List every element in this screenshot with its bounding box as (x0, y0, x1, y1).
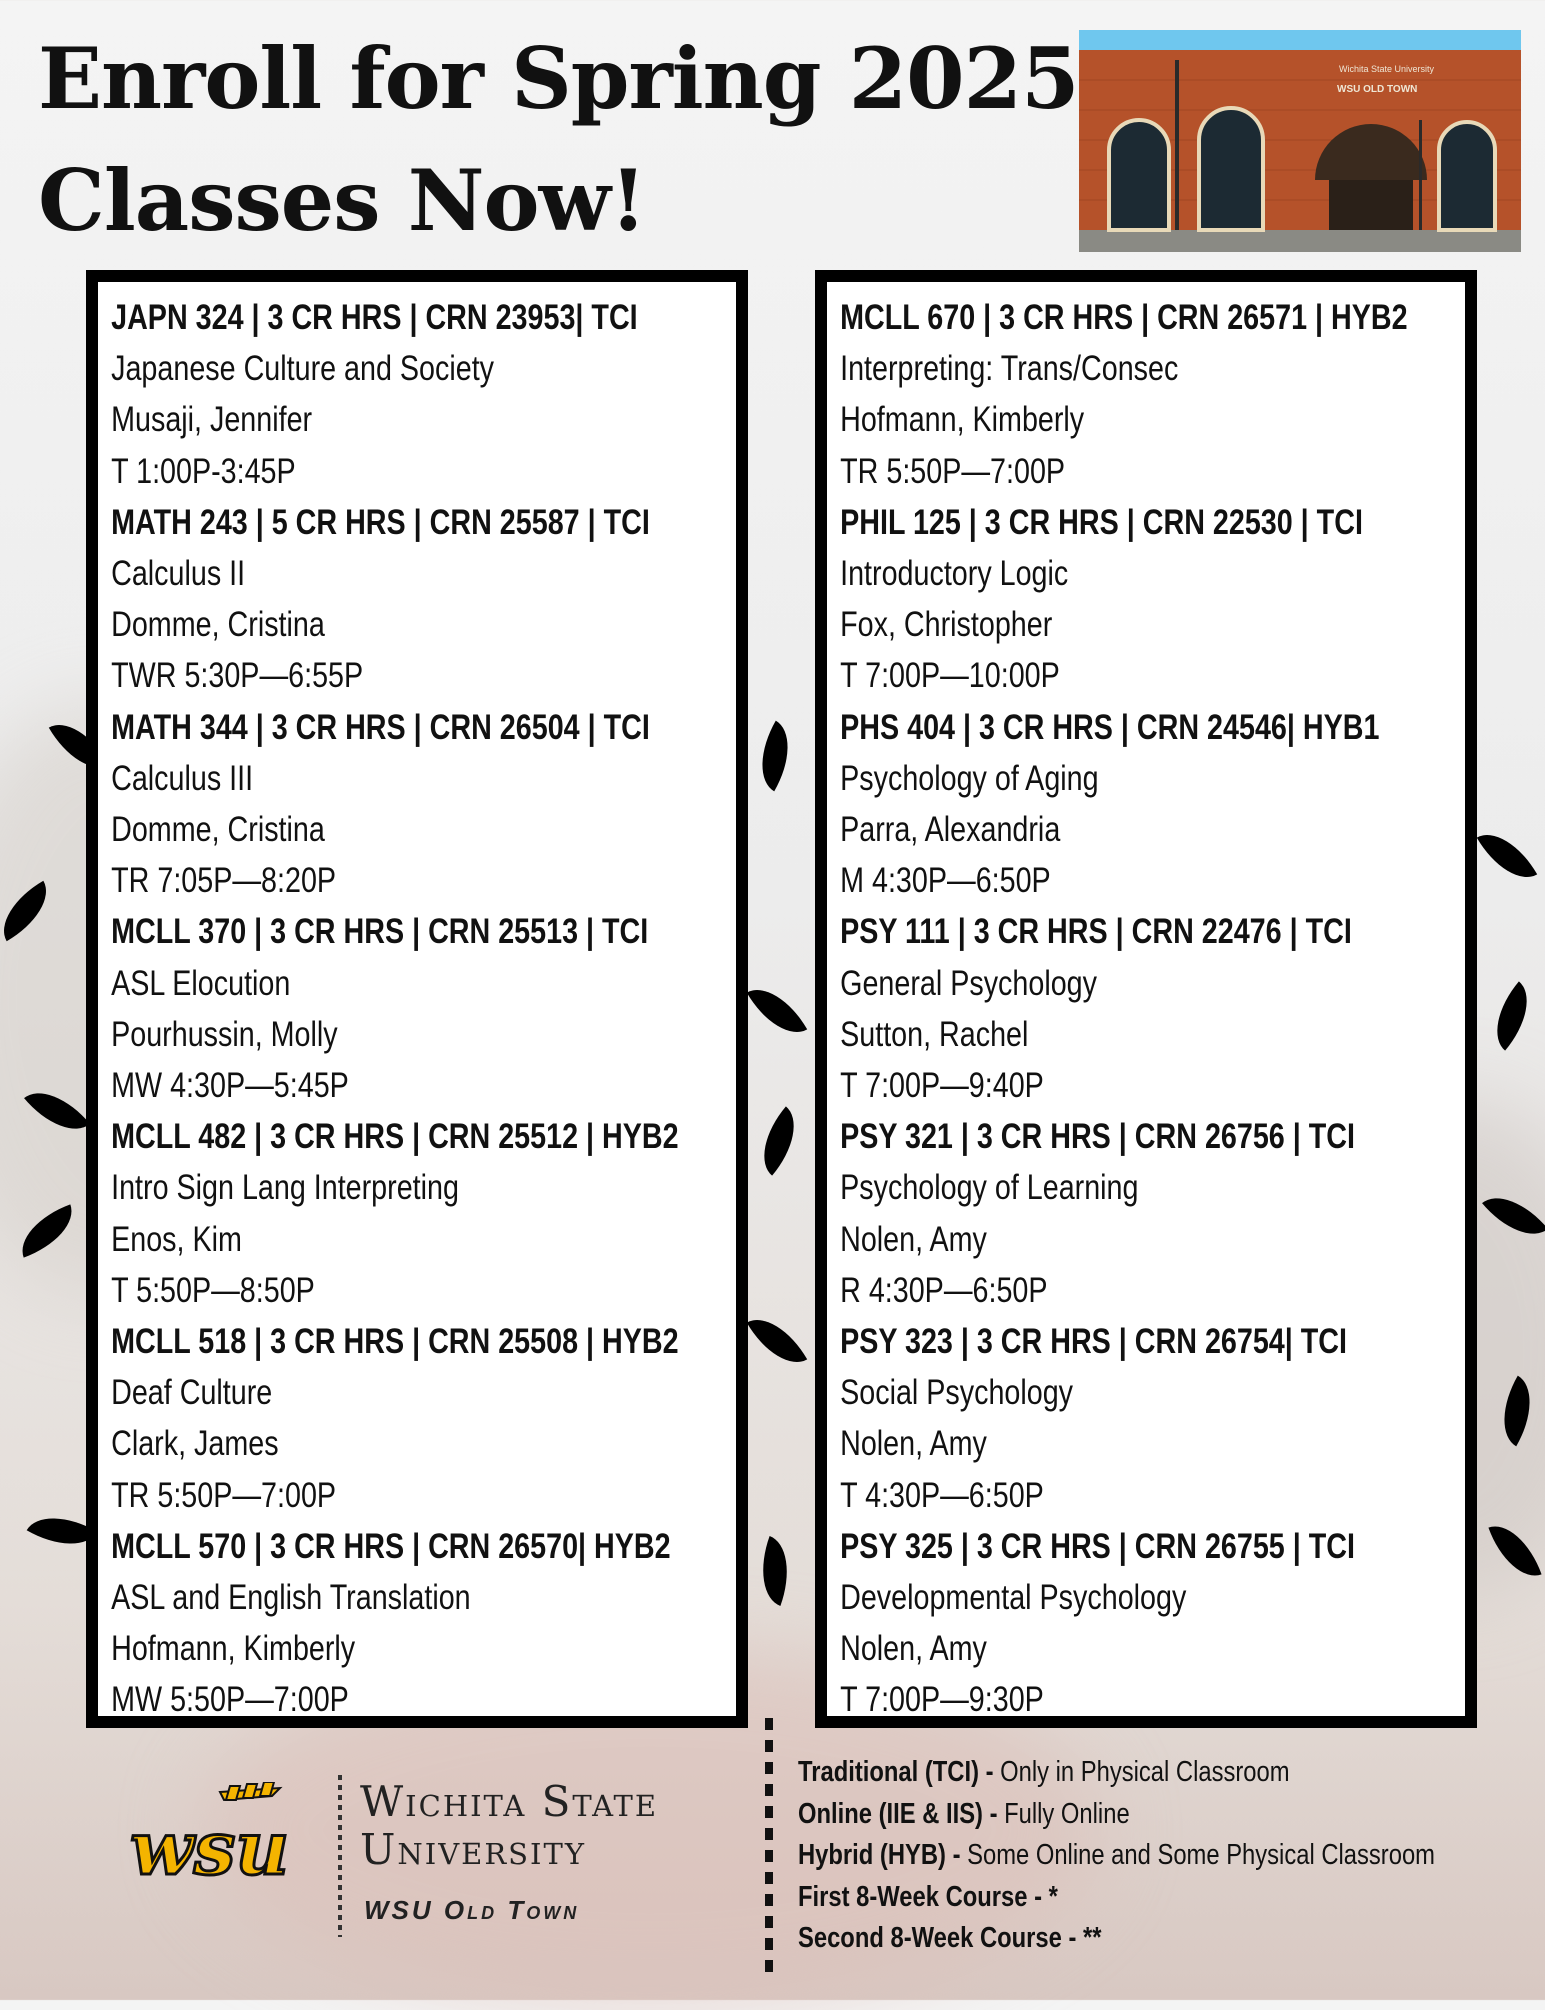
course-header: PSY 325 | 3 CR HRS | CRN 26755 | TCI (840, 1526, 1355, 1566)
course-time: T 7:00P—10:00P (840, 656, 1060, 696)
course-title: Calculus II (111, 554, 246, 594)
sign-university: Wichita State University (1339, 64, 1435, 74)
leaf-decoration (746, 1106, 812, 1175)
logo-separator (338, 1775, 342, 1937)
course-list-right (815, 270, 1477, 1728)
course-entry (98, 702, 736, 907)
course-title: ASL Elocution (111, 963, 291, 1003)
course-time: TR 5:50P—7:00P (840, 451, 1066, 491)
course-header: PSY 321 | 3 CR HRS | CRN 26756 | TCI (840, 1117, 1355, 1157)
course-title: Social Psychology (840, 1373, 1074, 1413)
campus-name: WSU Old Town (364, 1895, 580, 1925)
legend-term: Online (IIE & IIS) - (798, 1797, 998, 1830)
course-time: TWR 5:30P—6:55P (111, 656, 364, 696)
course-time: T 1:00P-3:45P (111, 451, 296, 491)
leaf-decoration (747, 1306, 807, 1377)
legend-term: Second 8-Week Course - ** (798, 1922, 1102, 1954)
university-name (360, 1778, 658, 1874)
course-title: ASL and English Translation (111, 1578, 471, 1618)
course-time: R 4:30P—6:50P (840, 1270, 1048, 1310)
wsu-logo (125, 1782, 315, 1892)
course-time: TR 7:05P—8:20P (111, 861, 337, 901)
course-instructor: Fox, Christopher (840, 605, 1053, 645)
university-name-line-2: University (360, 1825, 586, 1874)
course-time: T 7:00P—9:30P (840, 1680, 1044, 1720)
legend-term: First 8-Week Course - * (798, 1880, 1058, 1913)
building-photo (1079, 30, 1521, 252)
course-time: M 4:30P—6:50P (840, 861, 1051, 901)
leaf-decoration (747, 976, 807, 1047)
course-entry (827, 497, 1465, 702)
course-list-left (86, 270, 748, 1728)
course-title: Interpreting: Trans/Consec (840, 349, 1179, 389)
course-title: Intro Sign Lang Interpreting (111, 1168, 459, 1208)
legend-description: Some Online and Some Physical Classroom (960, 1839, 1435, 1871)
course-header: MCLL 370 | 3 CR HRS | CRN 25513 | TCI (111, 912, 649, 952)
course-title: Psychology of Learning (840, 1168, 1139, 1208)
course-entry (98, 1316, 736, 1521)
sign-campus: WSU OLD TOWN (1337, 84, 1418, 95)
course-entry (98, 292, 736, 497)
title-line-1: Enroll for Spring 2025 (38, 29, 1079, 128)
course-title: General Psychology (840, 963, 1097, 1003)
legend-item (798, 1877, 1435, 1919)
course-time: MW 5:50P—7:00P (111, 1680, 349, 1720)
course-header: MCLL 518 | 3 CR HRS | CRN 25508 | HYB2 (111, 1322, 679, 1362)
course-instructor: Nolen, Amy (840, 1424, 987, 1464)
legend-item (798, 1918, 1435, 1960)
course-header: MATH 243 | 5 CR HRS | CRN 25587 | TCI (111, 502, 650, 542)
course-time: T 7:00P—9:40P (840, 1066, 1044, 1106)
course-entry (827, 702, 1465, 907)
wsu-mark-text: wsu (130, 1806, 290, 1892)
course-title: Japanese Culture and Society (111, 349, 495, 389)
course-header: PSY 323 | 3 CR HRS | CRN 26754| TCI (840, 1322, 1347, 1362)
legend-term: Hybrid (HYB) - (798, 1839, 961, 1871)
course-entry (98, 497, 736, 702)
course-instructor: Hofmann, Kimberly (111, 1629, 356, 1669)
course-header: MCLL 570 | 3 CR HRS | CRN 26570| HYB2 (111, 1526, 671, 1566)
course-instructor: Parra, Alexandria (840, 810, 1061, 850)
course-title: Calculus III (111, 758, 254, 798)
course-instructor: Domme, Cristina (111, 605, 325, 645)
title-line-2: Classes Now! (38, 151, 646, 250)
course-title: Deaf Culture (111, 1373, 273, 1413)
course-entry (827, 292, 1465, 497)
legend-item (798, 1752, 1435, 1794)
course-entry (827, 1316, 1465, 1521)
course-header: MATH 344 | 3 CR HRS | CRN 26504 | TCI (111, 707, 650, 747)
leaf-decoration (1479, 981, 1545, 1050)
course-instructor: Domme, Cristina (111, 810, 325, 850)
course-header: MCLL 482 | 3 CR HRS | CRN 25512 | HYB2 (111, 1117, 679, 1157)
course-instructor: Sutton, Rachel (840, 1014, 1029, 1054)
course-entry (827, 1111, 1465, 1316)
legend-item (798, 1835, 1435, 1877)
course-instructor: Musaji, Jennifer (111, 400, 313, 440)
legend-item (798, 1794, 1435, 1836)
leaf-decoration (748, 1536, 801, 1606)
course-entry (827, 906, 1465, 1111)
course-header: PHS 404 | 3 CR HRS | CRN 24546| HYB1 (840, 707, 1380, 747)
course-time: TR 5:50P—7:00P (111, 1475, 337, 1515)
course-title: Developmental Psychology (840, 1578, 1187, 1618)
course-title: Introductory Logic (840, 554, 1069, 594)
course-header: PSY 111 | 3 CR HRS | CRN 22476 | TCI (840, 912, 1352, 952)
course-instructor: Clark, James (111, 1424, 279, 1464)
course-header: JAPN 324 | 3 CR HRS | CRN 23953| TCI (111, 298, 638, 337)
course-entry (98, 906, 736, 1111)
page-title (38, 18, 1079, 262)
course-time: T 5:50P—8:50P (111, 1270, 315, 1310)
course-title: Psychology of Aging (840, 758, 1099, 798)
course-time: MW 4:30P—5:45P (111, 1066, 349, 1106)
course-entry (98, 1111, 736, 1316)
delivery-legend (798, 1752, 1545, 1960)
legend-term: Traditional (TCI) - (798, 1756, 994, 1788)
course-instructor: Pourhussin, Molly (111, 1014, 338, 1054)
footer-divider (765, 1718, 773, 1980)
course-instructor: Nolen, Amy (840, 1629, 987, 1669)
legend-description: Only in Physical Classroom (993, 1756, 1290, 1788)
course-time: T 4:30P—6:50P (840, 1475, 1044, 1515)
course-instructor: Hofmann, Kimberly (840, 400, 1085, 440)
legend-description: Fully Online (997, 1797, 1130, 1830)
university-name-line-1: Wichita State (360, 1777, 659, 1826)
course-instructor: Nolen, Amy (840, 1219, 987, 1259)
leaf-decoration (1477, 821, 1537, 892)
course-instructor: Enos, Kim (111, 1219, 242, 1259)
course-header: MCLL 670 | 3 CR HRS | CRN 26571 | HYB2 (840, 298, 1408, 337)
course-entry (827, 1521, 1465, 1726)
course-header: PHIL 125 | 3 CR HRS | CRN 22530 | TCI (840, 502, 1363, 542)
leaf-decoration (745, 721, 805, 792)
course-entry (98, 1521, 736, 1726)
